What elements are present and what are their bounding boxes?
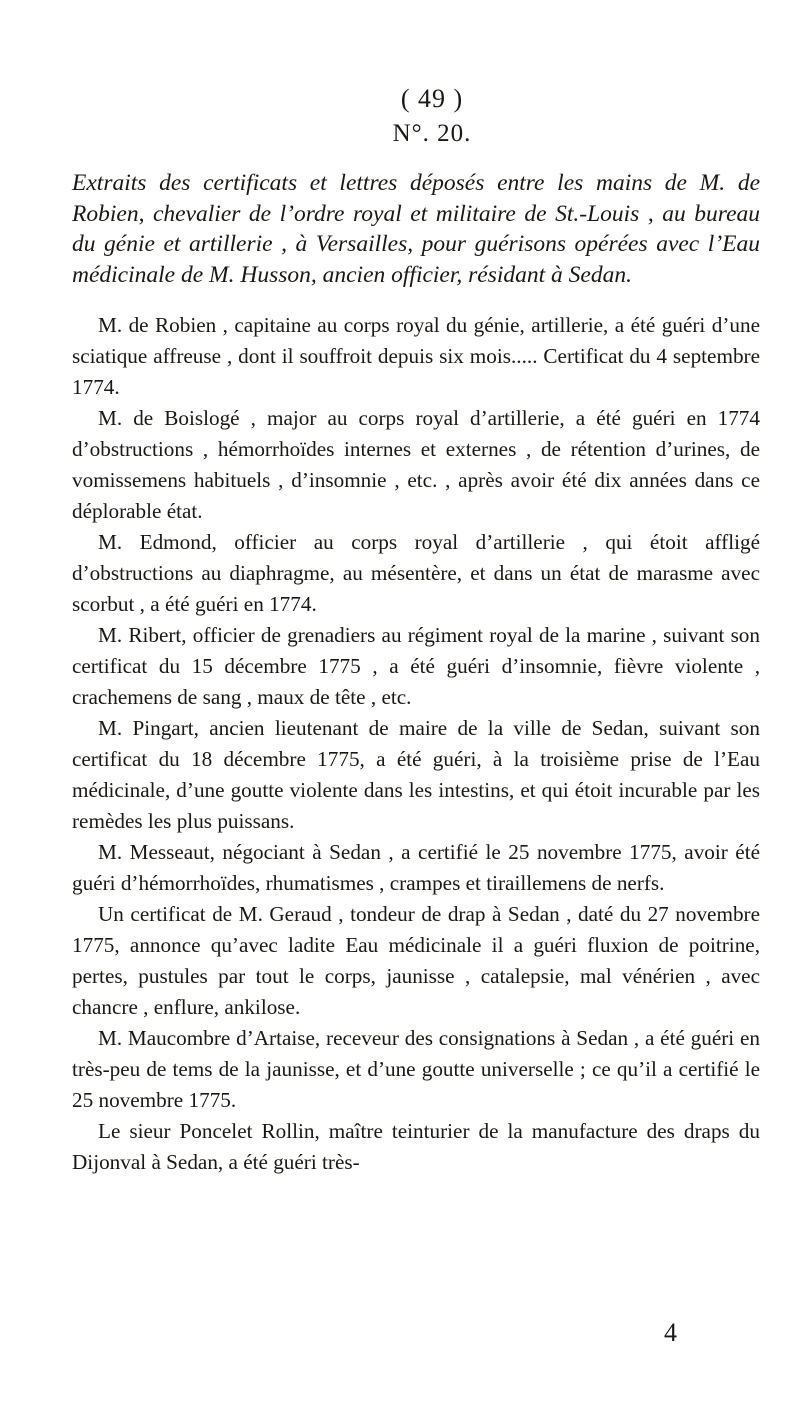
paragraph-edmond: M. Edmond, officier au corps royal d’artillerie , qui étoit affligé d’obstructions au diaphragme, au mésentère, et dans un état de marasme avec scorbut , a été guéri en 1774. — [72, 530, 760, 616]
section-heading: Extraits des certificats et lettres déposés entre les mains de M. de Robien, chevalier de l’ordre royal et militaire de St.-Louis , au bureau du génie et artillerie , à Versailles, pour guérisons opérées avec l’Eau médicinale de M. Husson, ancien officier, résidant à Sedan. — [72, 170, 760, 288]
paragraph-messeaut: M. Messeaut, négociant à Sedan , a certifié le 25 novembre 1775, avoir été guéri d’hémorrhoïdes, rhumatismes , crampes et tiraillemens de nerfs. — [72, 840, 760, 895]
paragraph-maucombre: M. Maucombre d’Artaise, receveur des consignations à Sedan , a été guéri en très-peu de tems de la jaunisse, et d’une goutte universelle ; ce qu’il a certifié le 25 novembre 1775. — [72, 1026, 760, 1112]
entry-number: N°. 20. — [392, 120, 472, 147]
paragraph-poncelet: Le sieur Poncelet Rollin, maître teinturier de la manufacture des draps du Dijonval à Sedan, a été guéri très- — [72, 1119, 760, 1174]
catchword: 4 — [664, 1318, 677, 1347]
paragraph-boisloge: M. de Boislogé , major au corps royal d’artillerie, a été guéri en 1774 d’obstructions , hémorrhoïdes internes et externes , de rétention d’urines, de vomissemens habituels , d’insomnie , etc. , après avoir été dix années dans ce déplorable état. — [72, 406, 760, 523]
page-number: ( 49 ) — [400, 84, 464, 113]
paragraph-geraud: Un certificat de M. Geraud , tondeur de drap à Sedan , daté du 27 novembre 1775, annonce qu’avec ladite Eau médicinale il a guéri fluxion de poitrine, pertes, pustules par tout le corps, jaunisse , catalepsie, mal vénérien , avec chancre , enflure, ankilose. — [72, 902, 760, 1019]
paragraph-robien: M. de Robien , capitaine au corps royal du génie, artillerie, a été guéri d’une sciatique affreuse , dont il souffroit depuis six mois..... Certificat du 4 septembre 1774. — [72, 313, 760, 399]
paragraph-ribert: M. Ribert, officier de grenadiers au régiment royal de la marine , suivant son certificat du 15 décembre 1775 , a été guéri d’insomnie, fièvre violente , crachemens de sang , maux de tête , etc. — [72, 623, 760, 709]
paragraph-pingart: M. Pingart, ancien lieutenant de maire de la ville de Sedan, suivant son certificat du 18 décembre 1775, a été guéri, à la troisième prise de l’Eau médicinale, d’une goutte violente dans les intestins, et qui étoit incurable par les remèdes les plus puissans. — [72, 716, 760, 833]
